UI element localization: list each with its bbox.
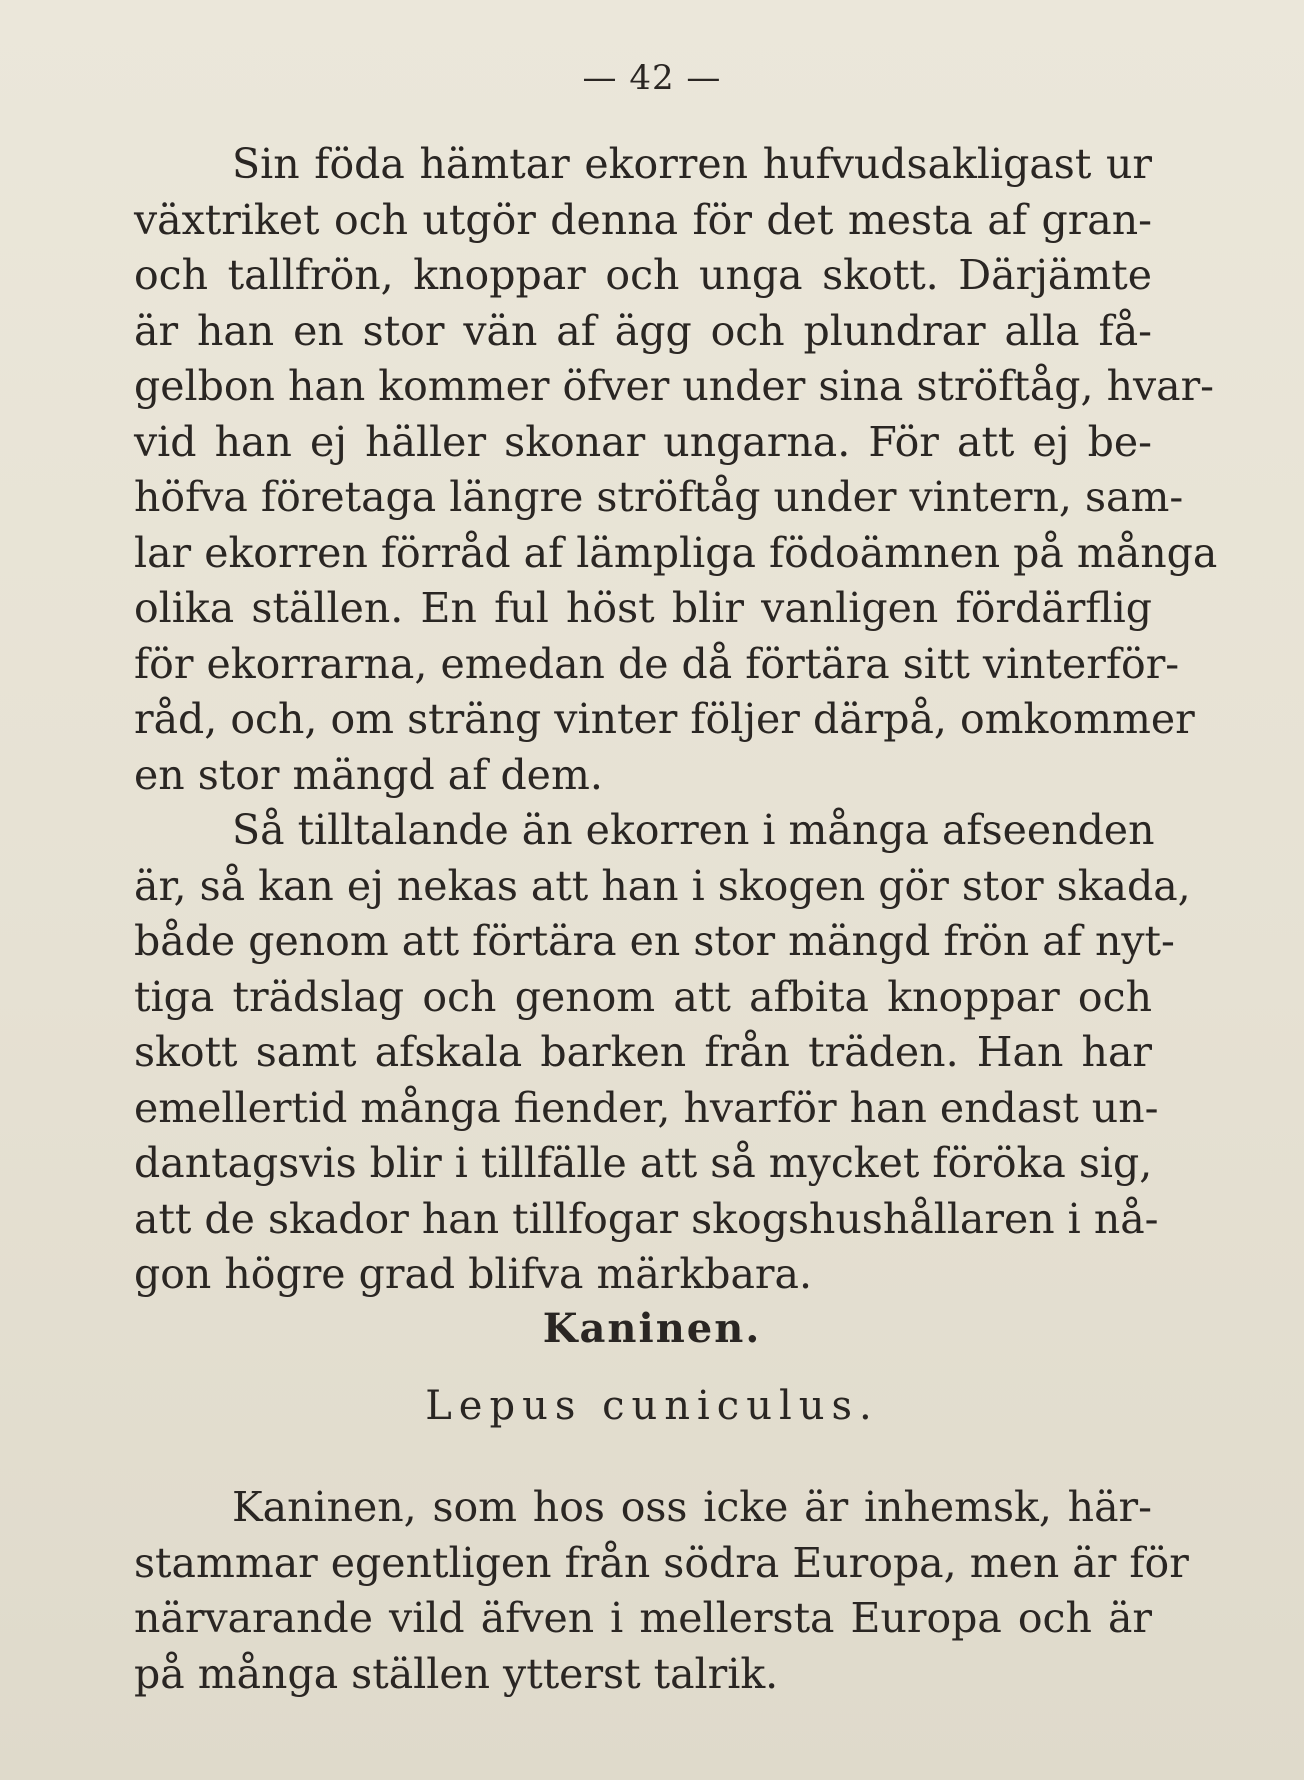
section-title: Kaninen. xyxy=(542,1305,762,1352)
section-subtitle: Lepus cuniculus. xyxy=(425,1383,879,1429)
body-text xyxy=(134,137,1218,1303)
paragraph-line: dantagsvis blir i tillfälle att så mycket föröka sig, xyxy=(134,1139,1153,1187)
paragraph-line: är han en stor vän af ägg och plundrar alla få- xyxy=(134,306,1152,355)
paragraph-line: stammar egentligen från södra Europa, men är för xyxy=(134,1538,1189,1587)
section-body-text xyxy=(134,1480,1189,1702)
paragraph-line: närvarande vild äfven i mellersta Europa och är xyxy=(134,1594,1152,1642)
paragraph-line: råd, och, om sträng vinter följer därpå, omkommer xyxy=(134,695,1195,743)
paragraph-line: emellertid många fiender, hvarför han endast un- xyxy=(134,1083,1159,1132)
paragraph-line: Kaninen, som hos oss icke är inhemsk, här- xyxy=(232,1483,1152,1531)
paragraph-line: skott samt afskala barken från träden. Han har xyxy=(134,1028,1152,1076)
paragraph-line: är, så kan ej nekas att han i skogen gör stor skada, xyxy=(134,861,1191,910)
paragraph-line: vid han ej häller skonar ungarna. För att ej be- xyxy=(134,417,1152,466)
paragraph-line: på många ställen ytterst talrik. xyxy=(134,1649,779,1698)
paragraph-line: växtriket och utgör denna för det mesta af gran- xyxy=(134,195,1152,244)
paragraph-line: tiga trädslag och genom att afbita knoppar och xyxy=(134,972,1152,1021)
paragraph-line: både genom att förtära en stor mängd frön af nyt- xyxy=(134,917,1175,965)
paragraph-line: lar ekorren förråd af lämpliga födoämnen på många xyxy=(134,528,1218,577)
paragraph-line: höfva företaga längre ströftåg under vintern, sam- xyxy=(134,473,1184,521)
paragraph-line: gelbon han kommer öfver under sina ströftåg, hvar- xyxy=(134,362,1215,410)
paragraph-line: en stor mängd af dem. xyxy=(134,750,603,799)
page-number: — 42 — xyxy=(582,58,722,98)
paragraph-line: gon högre grad blifva märkbara. xyxy=(134,1250,812,1298)
paragraph-line: Så tilltalande än ekorren i många afseenden xyxy=(232,806,1155,854)
paragraph-line: Sin föda hämtar ekorren hufvudsakligast ur xyxy=(232,140,1152,188)
paragraph-line: att de skador han tillfogar skogshushållaren i nå- xyxy=(134,1194,1159,1243)
paragraph-line: för ekorrarna, emedan de då förtära sitt vinterför- xyxy=(134,639,1180,688)
paragraph-line: och tallfrön, knoppar och unga skott. Därjämte xyxy=(134,251,1152,299)
paragraph-line: olika ställen. En ful höst blir vanligen fördärflig xyxy=(134,584,1152,632)
